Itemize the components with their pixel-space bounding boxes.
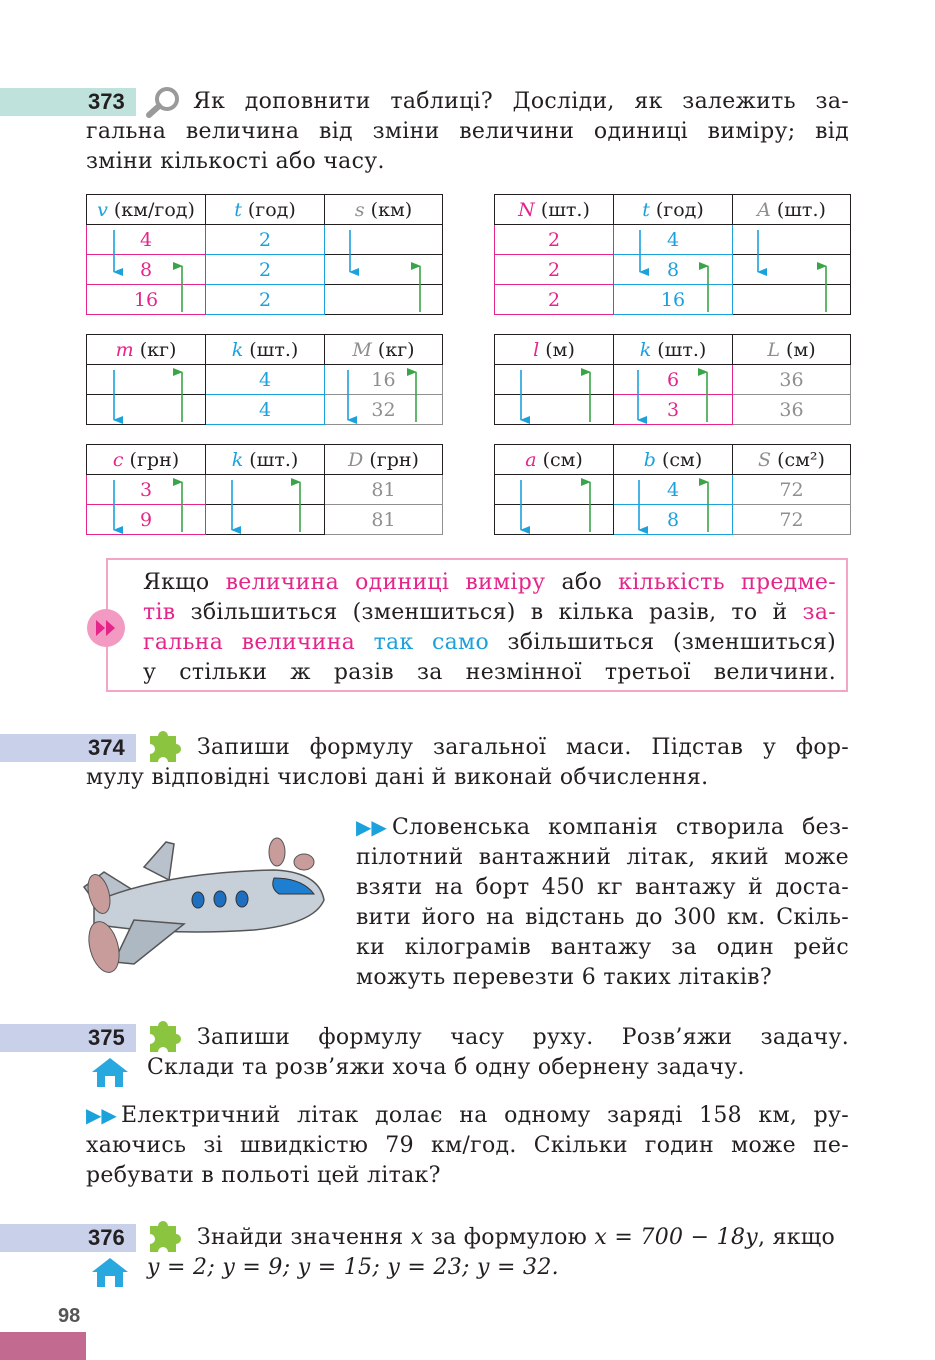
problem-line: взяти на борт 450 кг вантажу й доста- (356, 875, 849, 900)
page-number: 98 (58, 1305, 81, 1327)
task-number: 374 (88, 735, 125, 760)
table-cell: 72 (733, 475, 851, 505)
puzzle-icon (144, 1016, 186, 1058)
header-unit: (грн) (369, 448, 419, 471)
table-cell: 2 (206, 225, 325, 255)
table-cell: 16 (87, 285, 206, 315)
table-cell: 4 (614, 225, 733, 255)
puzzle-icon (144, 726, 186, 768)
rule-line: гальна величина так само збільшиться (зменшиться) (143, 630, 836, 655)
header-symbol: A (757, 198, 771, 221)
problem-line: Словенська компанія створила без- (392, 815, 849, 840)
home-icon (90, 1256, 130, 1288)
header-symbol: k (231, 338, 244, 361)
problem-line: Електричний літак долає на одному заряді 158 км, ру- (121, 1103, 849, 1128)
task-text-line: Склади та розв’яжи хоча б одну обернену задачу. (147, 1055, 745, 1080)
header-symbol: a (525, 448, 537, 471)
header-unit: (см) (661, 448, 703, 471)
table-cell: 2 (495, 225, 614, 255)
table-cell: 8 (87, 255, 206, 285)
rule-line: у стільки ж разів за незмінної третьої величини. (143, 660, 836, 685)
problem-line: можуть перевезти 6 таких літаків? (356, 965, 772, 990)
table-cell: 16 (325, 365, 443, 395)
header-symbol: D (348, 448, 364, 471)
fast-forward-icon: ▶▶ (86, 1103, 117, 1127)
problem-line: ки кілограмів вантажу за один рейс (356, 935, 849, 960)
problem-line: ребувати в польоті цей літак? (86, 1163, 441, 1188)
task-number: 373 (88, 89, 125, 114)
task-text-line: Знайди значення x за формулою x = 700 − 18y, якщо (197, 1225, 836, 1250)
task-text-line: Як доповнити таблиці? Досліди, як залежить за- (193, 89, 849, 114)
header-unit: (см) (542, 448, 583, 471)
table-cell: 36 (733, 395, 851, 425)
table-cell: 4 (206, 395, 325, 425)
footer-bar (0, 1332, 86, 1360)
table-cell: 3 (614, 395, 733, 425)
header-symbol: t (234, 198, 242, 221)
header-symbol: k (231, 448, 244, 471)
header-unit: (км/год) (113, 198, 195, 221)
task-number: 375 (88, 1025, 125, 1050)
problem-line: хаючись зі швидкістю 79 км/год. Скільки годин може пе- (86, 1133, 849, 1158)
table-cell: 6 (614, 365, 733, 395)
header-symbol: k (639, 338, 652, 361)
header-symbol: b (643, 448, 656, 471)
task-text-line: y = 2; y = 9; y = 15; y = 23; y = 32. (147, 1255, 559, 1280)
table-cell: 2 (495, 255, 614, 285)
header-symbol: m (115, 338, 134, 361)
header-unit: (шт.) (249, 448, 299, 471)
header-unit: (м) (545, 338, 575, 361)
table-cell: 8 (614, 255, 733, 285)
fast-forward-icon: ▶▶ (356, 815, 387, 839)
table-cell: 2 (206, 285, 325, 315)
header-symbol: t (642, 198, 650, 221)
header-unit: (грн) (129, 448, 180, 471)
task-text-line: мулу відповідні числові дані й виконай обчислення. (86, 765, 709, 790)
puzzle-icon (144, 1216, 186, 1258)
home-icon (90, 1056, 130, 1088)
problem-line: пілотний вантажний літак, який може (356, 845, 849, 870)
task-text-line: гальна величина від зміни величини одиниці виміру; від (86, 119, 849, 144)
table-cell: 16 (614, 285, 733, 315)
rule-line: тів збільшиться (зменшиться) в кілька разів, то й за- (143, 600, 836, 625)
task-text-line: Запиши формулу загальної маси. Підстав у фор- (197, 735, 849, 760)
header-unit: (шт.) (657, 338, 707, 361)
header-unit: (шт.) (776, 198, 826, 221)
table-cell: 72 (733, 505, 851, 535)
header-unit: (км) (370, 198, 413, 221)
header-symbol: l (533, 338, 540, 361)
header-unit: (м) (786, 338, 816, 361)
header-unit: (шт.) (249, 338, 299, 361)
table-cell: 2 (206, 255, 325, 285)
header-symbol: N (518, 198, 535, 221)
rule-line: Якщо величина одиниці виміру або кількість предме- (143, 570, 836, 595)
header-symbol: M (352, 338, 372, 361)
header-unit: (шт.) (540, 198, 590, 221)
header-symbol: v (97, 198, 108, 221)
table-cell: 36 (733, 365, 851, 395)
table-cell: 3 (87, 475, 206, 505)
task-text-line: зміни кількості або часу. (86, 149, 385, 174)
table-cell: 4 (87, 225, 206, 255)
header-unit: (кг) (377, 338, 415, 361)
header-symbol: c (112, 448, 124, 471)
fast-forward-icon (86, 608, 126, 648)
problem-line: вити його на відстань до 300 км. Скіль- (356, 905, 849, 930)
table-cell: 8 (614, 505, 733, 535)
header-unit: (год) (655, 198, 704, 221)
table-cell: 2 (495, 285, 614, 315)
header-symbol: s (354, 198, 365, 221)
table-cell: 4 (206, 365, 325, 395)
table-cell: 4 (614, 475, 733, 505)
header-unit: (год) (247, 198, 296, 221)
table-cell: 32 (325, 395, 443, 425)
airplane-illustration (74, 832, 332, 984)
table-cell: 81 (325, 475, 443, 505)
header-symbol: L (767, 338, 780, 361)
task-number: 376 (88, 1225, 125, 1250)
dependency-arrows (0, 0, 935, 560)
header-symbol: S (758, 448, 772, 471)
header-unit: (см²) (777, 448, 825, 471)
task-text-line: Запиши формулу часу руху. Розв’яжи задачу. (197, 1025, 849, 1050)
table-cell: 9 (87, 505, 206, 535)
table-cell: 81 (325, 505, 443, 535)
header-unit: (кг) (139, 338, 177, 361)
